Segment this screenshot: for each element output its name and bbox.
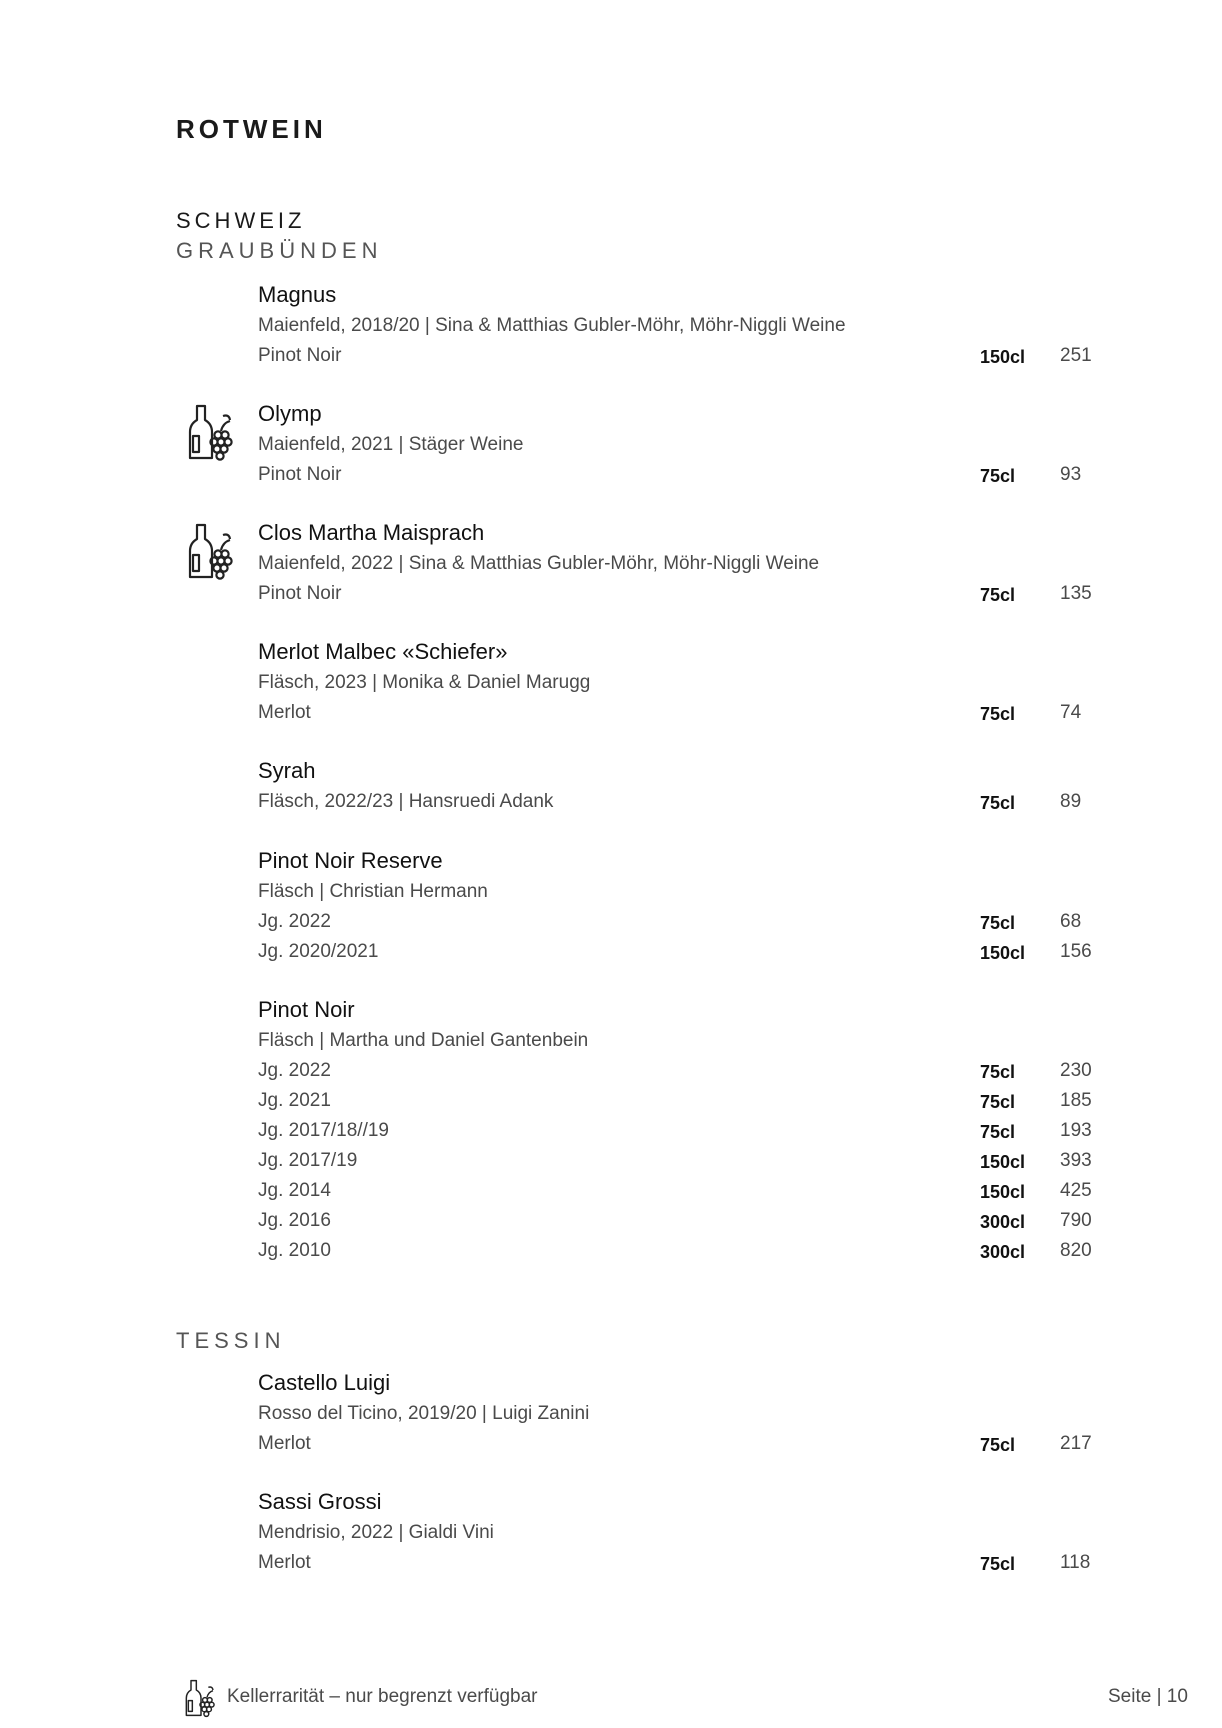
vintage-volume: 300cl (980, 1242, 1026, 1262)
vintage-price: 185 (1060, 1090, 1092, 1111)
wine-price: 118 (1060, 1552, 1091, 1573)
wine-price: 74 (1060, 702, 1082, 723)
vintage-year: Jg. 2014 (258, 1180, 331, 1201)
wine-name: Pinot Noir Reserve (258, 848, 443, 873)
vintage-volume: 75cl (980, 1122, 1016, 1142)
wine-price: 217 (1060, 1433, 1092, 1454)
wine-name: Pinot Noir (258, 997, 355, 1022)
wine-origin: Fläsch, 2022/23 | Hansruedi Adank (258, 791, 554, 812)
wine-origin: Mendrisio, 2022 | Gialdi Vini (258, 1522, 494, 1543)
vintage-price: 425 (1060, 1180, 1092, 1201)
wine-bottle-grapes-icon (184, 402, 234, 462)
wine-price: 251 (1060, 345, 1092, 366)
wine-grape: Pinot Noir (258, 583, 342, 604)
wine-origin: Fläsch | Martha und Daniel Gantenbein (258, 1030, 589, 1051)
wine-name: Clos Martha Maisprach (258, 520, 485, 545)
vintage-price: 393 (1060, 1150, 1092, 1171)
vintage-year: Jg. 2016 (258, 1210, 331, 1231)
wine-grape: Merlot (258, 702, 311, 723)
vintage-volume: 150cl (980, 1152, 1026, 1172)
vintage-price: 68 (1060, 911, 1082, 932)
vintage-year: Jg. 2021 (258, 1090, 331, 1111)
wine-volume: 75cl (980, 704, 1016, 724)
vintage-volume: 75cl (980, 913, 1016, 933)
country-heading: SCHWEIZ (176, 208, 306, 233)
wine-bottle-grapes-icon (184, 521, 234, 581)
vintage-price: 790 (1060, 1210, 1092, 1231)
wine-volume: 75cl (980, 585, 1016, 605)
vintage-year: Jg. 2017/19 (258, 1150, 358, 1171)
wine-bottle-grapes-icon (182, 1678, 216, 1718)
wine-origin: Fläsch | Christian Hermann (258, 881, 488, 902)
wine-name: Olymp (258, 401, 322, 426)
vintage-year: Jg. 2022 (258, 911, 331, 932)
vintage-year: Jg. 2022 (258, 1060, 331, 1081)
wine-grape: Pinot Noir (258, 464, 342, 485)
region-heading-tessin: TESSIN (176, 1328, 286, 1353)
wine-price: 135 (1060, 583, 1092, 604)
wine-name: Syrah (258, 758, 316, 783)
vintage-volume: 150cl (980, 1182, 1026, 1202)
wine-volume: 75cl (980, 466, 1016, 486)
vintage-volume: 150cl (980, 943, 1026, 963)
footer-legend: Kellerrarität – nur begrenzt verfügbar (227, 1686, 538, 1707)
vintage-price: 193 (1060, 1120, 1092, 1141)
vintage-year: Jg. 2020/2021 (258, 941, 379, 962)
vintage-year: Jg. 2010 (258, 1240, 331, 1261)
vintage-price: 820 (1060, 1240, 1092, 1261)
wine-name: Castello Luigi (258, 1370, 391, 1395)
wine-origin: Maienfeld, 2018/20 | Sina & Matthias Gubler-Möhr, Möhr-Niggli Weine (258, 315, 846, 336)
wine-volume: 150cl (980, 347, 1026, 367)
vintage-volume: 75cl (980, 1062, 1016, 1082)
wine-name: Merlot Malbec «Schiefer» (258, 639, 508, 664)
vintage-volume: 75cl (980, 1092, 1016, 1112)
wine-origin: Rosso del Ticino, 2019/20 | Luigi Zanini (258, 1403, 590, 1424)
region-heading-graubuenden: GRAUBÜNDEN (176, 238, 383, 263)
wine-origin: Maienfeld, 2021 | Stäger Weine (258, 434, 524, 455)
wine-name: Magnus (258, 282, 337, 307)
vintage-year: Jg. 2017/18//19 (258, 1120, 389, 1141)
vintage-price: 156 (1060, 941, 1092, 962)
page-number: Seite | 10 (1108, 1686, 1188, 1707)
page-title: ROTWEIN (176, 114, 327, 144)
wine-grape: Merlot (258, 1433, 311, 1454)
wine-grape: Pinot Noir (258, 345, 342, 366)
wine-grape: Merlot (258, 1552, 311, 1573)
vintage-price: 230 (1060, 1060, 1092, 1081)
wine-volume: 75cl (980, 1554, 1016, 1574)
wine-volume: 75cl (980, 1435, 1016, 1455)
wine-origin: Fläsch, 2023 | Monika & Daniel Marugg (258, 672, 591, 693)
vintage-volume: 300cl (980, 1212, 1026, 1232)
wine-price: 89 (1060, 791, 1082, 812)
wine-name: Sassi Grossi (258, 1489, 382, 1514)
wine-origin: Maienfeld, 2022 | Sina & Matthias Gubler-Möhr, Möhr-Niggli Weine (258, 553, 820, 574)
wine-price: 93 (1060, 464, 1082, 485)
wine-volume: 75cl (980, 793, 1016, 813)
